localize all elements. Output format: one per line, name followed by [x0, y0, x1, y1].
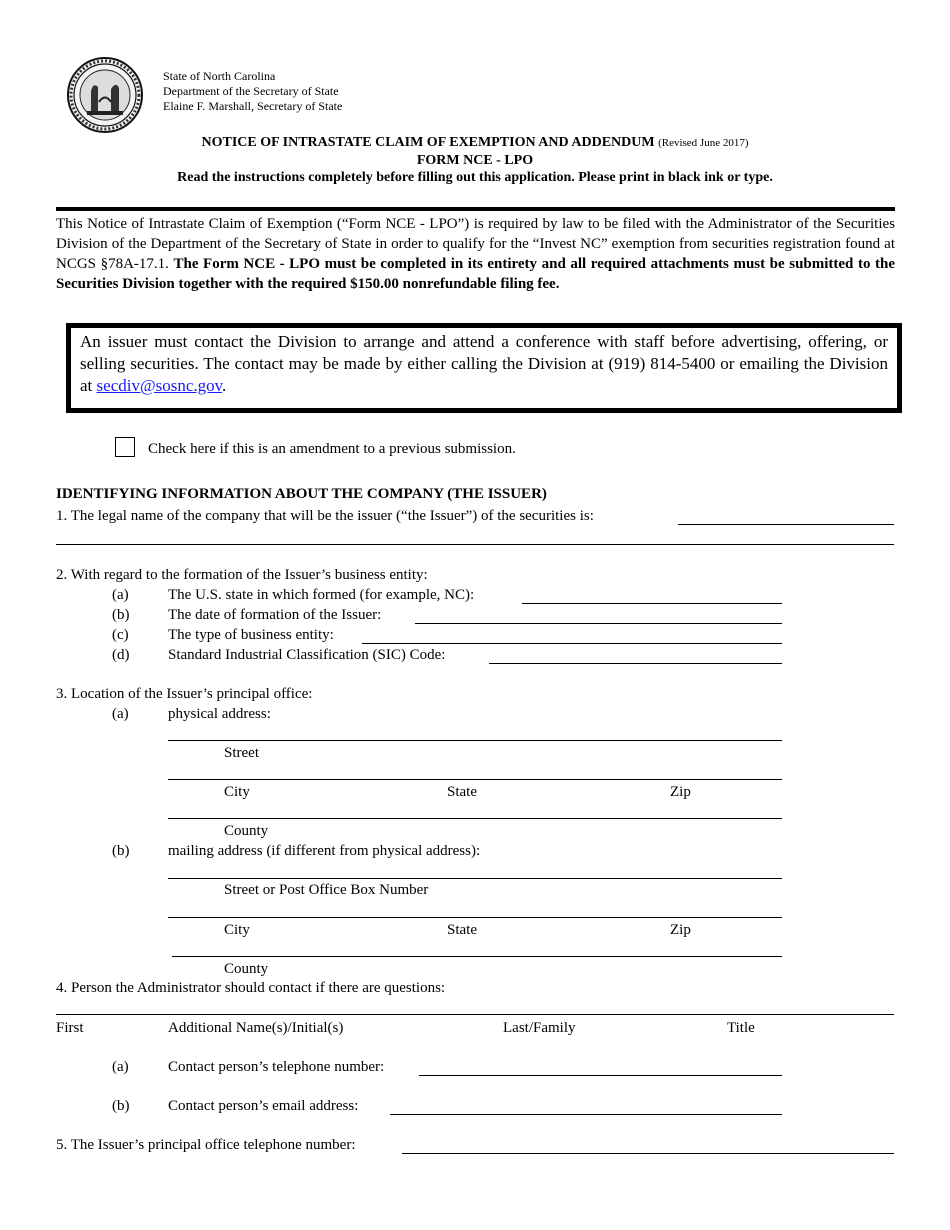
section-title: IDENTIFYING INFORMATION ABOUT THE COMPANY (THE ISSUER): [56, 486, 547, 502]
q2-label: 2. With regard to the formation of the Issuer’s business entity:: [56, 567, 428, 583]
q3b-label: mailing address (if different from physical address):: [168, 843, 481, 859]
q2d-marker: (d): [112, 647, 130, 663]
contact-name-field[interactable]: [56, 996, 894, 1015]
q3a-label: physical address:: [168, 706, 271, 722]
entity-type-field[interactable]: [362, 625, 782, 644]
form-title-block: [0, 134, 950, 186]
intro-paragraph: [56, 214, 895, 294]
physical-county-field[interactable]: [168, 800, 782, 819]
mailing-county-field[interactable]: [172, 938, 782, 957]
amendment-checkbox[interactable]: [115, 437, 135, 457]
agency-line-1: State of North Carolina: [163, 69, 276, 83]
physical-city-state-zip-field[interactable]: [168, 761, 782, 780]
mailing-city-state-zip-field[interactable]: [168, 899, 782, 918]
form-instructions: Read the instructions completely before filling out this application. Please print in black ink or type.: [177, 170, 773, 185]
contact-first-caption: First: [56, 1020, 84, 1036]
q3-label: 3. Location of the Issuer’s principal office:: [56, 686, 313, 702]
issuer-legal-name-field[interactable]: [678, 506, 894, 525]
state-formed-field[interactable]: [522, 585, 782, 604]
physical-zip-caption: Zip: [670, 784, 691, 800]
q4b-label: Contact person’s email address:: [168, 1098, 359, 1114]
q3b-marker: (b): [112, 843, 130, 859]
physical-street-caption: Street: [224, 745, 259, 761]
agency-line-3: Elaine F. Marshall, Secretary of State: [163, 99, 343, 113]
mailing-county-caption: County: [224, 961, 269, 977]
q4a-marker: (a): [112, 1059, 129, 1075]
mailing-street-field[interactable]: [168, 860, 782, 879]
mailing-zip-caption: Zip: [670, 922, 691, 938]
agency-line-2: Department of the Secretary of State: [163, 84, 339, 98]
physical-state-caption: State: [447, 784, 477, 800]
amendment-label: Check here if this is an amendment to a previous submission.: [148, 441, 516, 457]
q4-label: 4. Person the Administrator should contact if there are questions:: [56, 980, 446, 996]
notice-body: An issuer must contact the Division to arrange and attend a conference with staff before advertising, offering, or selling securities. The contact may be made by either calling the Division at (919) 814-5400 or emailing the Division at: [80, 332, 888, 395]
q5-label: 5. The Issuer’s principal office telephone number:: [56, 1137, 356, 1153]
q4b-marker: (b): [112, 1098, 130, 1114]
mailing-street-caption: Street or Post Office Box Number: [224, 882, 429, 898]
nc-seal-icon: [67, 57, 143, 133]
form-name: FORM NCE - LPO: [416, 153, 534, 168]
division-email-link[interactable]: secdiv@sosnc.gov: [96, 376, 223, 395]
q2c-marker: (c): [112, 627, 129, 643]
sic-code-field[interactable]: [489, 645, 782, 664]
formation-date-field[interactable]: [415, 605, 782, 624]
physical-city-caption: City: [224, 784, 250, 800]
intro-text: This Notice of Intrastate Claim of Exemption (“Form NCE - LPO”) is required by law to be filed with the Administrator of the Securities Division of the Department of the Secretary of State in order to qualify for the “Invest NC” exemption from securities registration found at NCGS §78A-17.1.: [56, 216, 895, 272]
notice-text: [80, 331, 888, 397]
mailing-state-caption: State: [447, 922, 477, 938]
intro-bold-text: The Form NCE - LPO must be completed in its entirety and all required attachments must be submitted to the Securities Division together with the required $150.00 nonrefundable filing fee.: [56, 256, 896, 292]
mailing-city-caption: City: [224, 922, 250, 938]
q1-label: 1. The legal name of the company that will be the issuer (“the Issuer”) of the securities is:: [56, 508, 594, 524]
agency-block: [163, 69, 342, 114]
header-divider: [56, 207, 895, 211]
form-title: NOTICE OF INTRASTATE CLAIM OF EXEMPTION AND ADDENDUM: [201, 135, 655, 150]
contact-additional-caption: Additional Name(s)/Initial(s): [168, 1020, 344, 1036]
q3a-marker: (a): [112, 706, 129, 722]
contact-last-caption: Last/Family: [503, 1020, 576, 1036]
q2b-marker: (b): [112, 607, 130, 623]
q4a-label: Contact person’s telephone number:: [168, 1059, 385, 1075]
physical-street-field[interactable]: [168, 722, 782, 741]
notice-box: [66, 323, 902, 413]
revision-date: (Revised June 2017): [658, 137, 749, 149]
contact-email-field[interactable]: [390, 1096, 782, 1115]
physical-county-caption: County: [224, 823, 269, 839]
q2d-label: Standard Industrial Classification (SIC) Code:: [168, 647, 446, 663]
notice-end: .: [222, 376, 227, 395]
q2a-label: The U.S. state in which formed (for example, NC):: [168, 587, 475, 603]
contact-phone-field[interactable]: [419, 1057, 782, 1076]
q2c-label: The type of business entity:: [168, 627, 334, 643]
contact-title-caption: Title: [727, 1020, 755, 1036]
q2b-label: The date of formation of the Issuer:: [168, 607, 382, 623]
q2a-marker: (a): [112, 587, 129, 603]
issuer-legal-name-field-cont[interactable]: [56, 526, 894, 545]
office-phone-field[interactable]: [402, 1135, 894, 1154]
